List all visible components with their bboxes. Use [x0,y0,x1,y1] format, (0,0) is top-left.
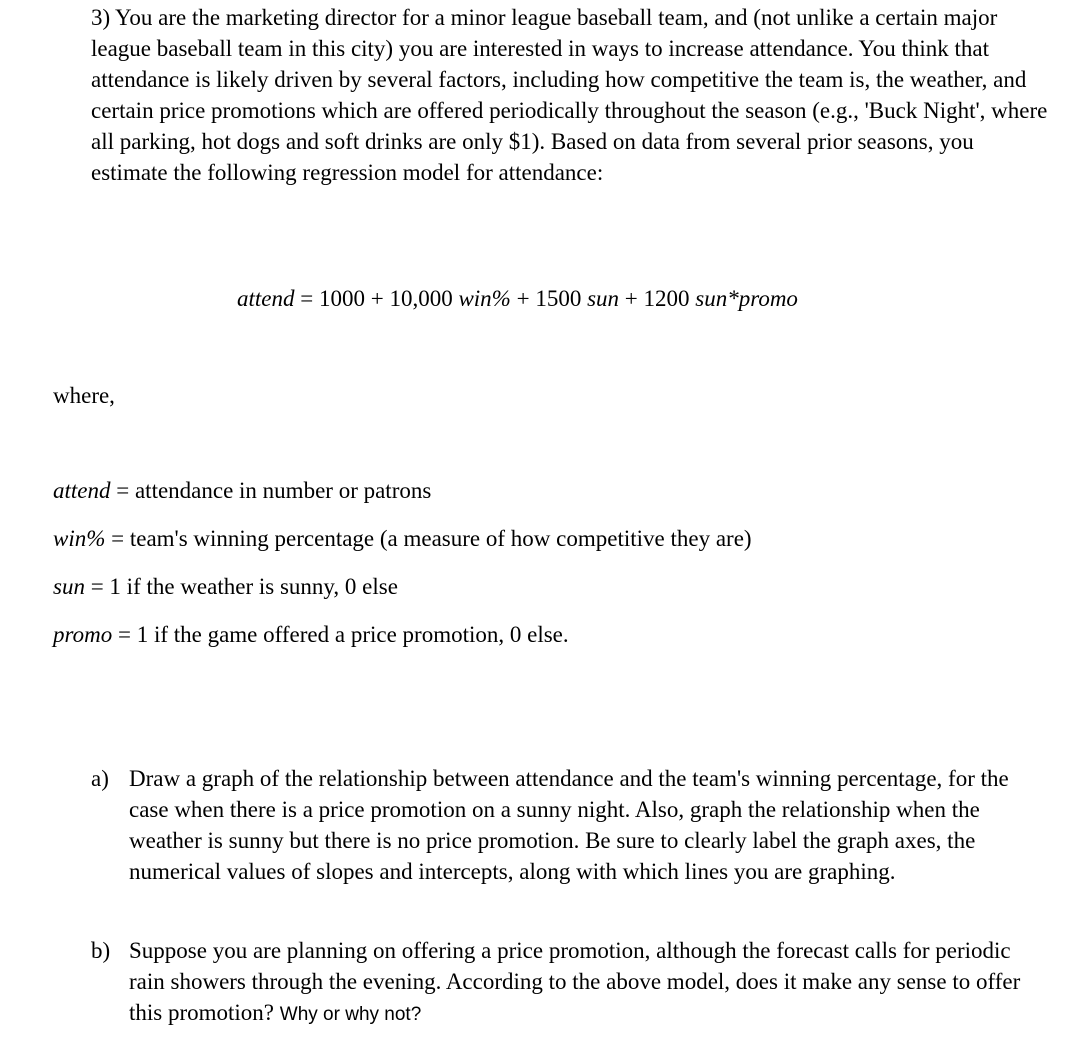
equation-var-sunpromo: sun*promo [695,286,798,311]
question-text-wrap [129,935,1051,1030]
question-text: Draw a graph of the relationship between attendance and the team's winning percentage, for the case when there is a price promotion on a sunny night. Also, graph the relationship when the weather is sunny but there is no price promotion. Be sure to clearly label the graph axes, the numerical values of slopes and intercepts, along with which lines you are graphing. [129,766,1009,884]
question-label: b) [91,938,111,963]
equation-part: = 1000 + 10,000 [294,286,459,311]
definition-var: win% [53,526,106,551]
definition-text: = team's winning percentage (a measure of how competitive they are) [105,526,752,551]
definition-var: promo [53,622,113,647]
question-text: Suppose you are planning on offering a price promotion, although the forecast calls for periodic rain showers through the evening. According to the above model, does it make any sense to offer this promotion? [129,938,1021,1025]
problem-intro: 3) You are the marketing director for a minor league baseball team, and (not unlike a certain major league baseball team in this city) you are interested in ways to increase attendance. You think that attendance is likely driven by several factors, including how competitive the team is, the weather, and certain price promotions which are offered periodically throughout the season (e.g., 'Buck Night', where all parking, hot dogs and soft drinks are only $1). Based on data from several prior seasons, you estimate the following regression model for attendance: [91,5,1048,185]
equation-lhs: attend [237,286,295,311]
where-label: where, [53,383,115,408]
definition-text: = attendance in number or patrons [110,478,432,503]
equation-var-win: win% [458,286,511,311]
question-tail: Why or why not? [279,1004,422,1025]
equation-var-sun: sun [587,286,620,311]
question-label: a) [91,766,109,791]
definition-var: sun [53,574,85,599]
definition-promo [53,619,569,650]
regression-equation [237,283,798,314]
question-a [91,763,1051,887]
definition-text: = 1 if the weather is sunny, 0 else [84,574,398,599]
definition-attend [53,475,431,506]
question-b [91,935,1051,1030]
definition-var: attend [53,478,111,503]
definition-sun [53,571,398,602]
equation-part: + 1500 [510,286,588,311]
definition-text: = 1 if the game offered a price promotion, 0 else. [112,622,569,647]
definition-win [53,523,752,554]
equation-part: + 1200 [619,286,696,311]
